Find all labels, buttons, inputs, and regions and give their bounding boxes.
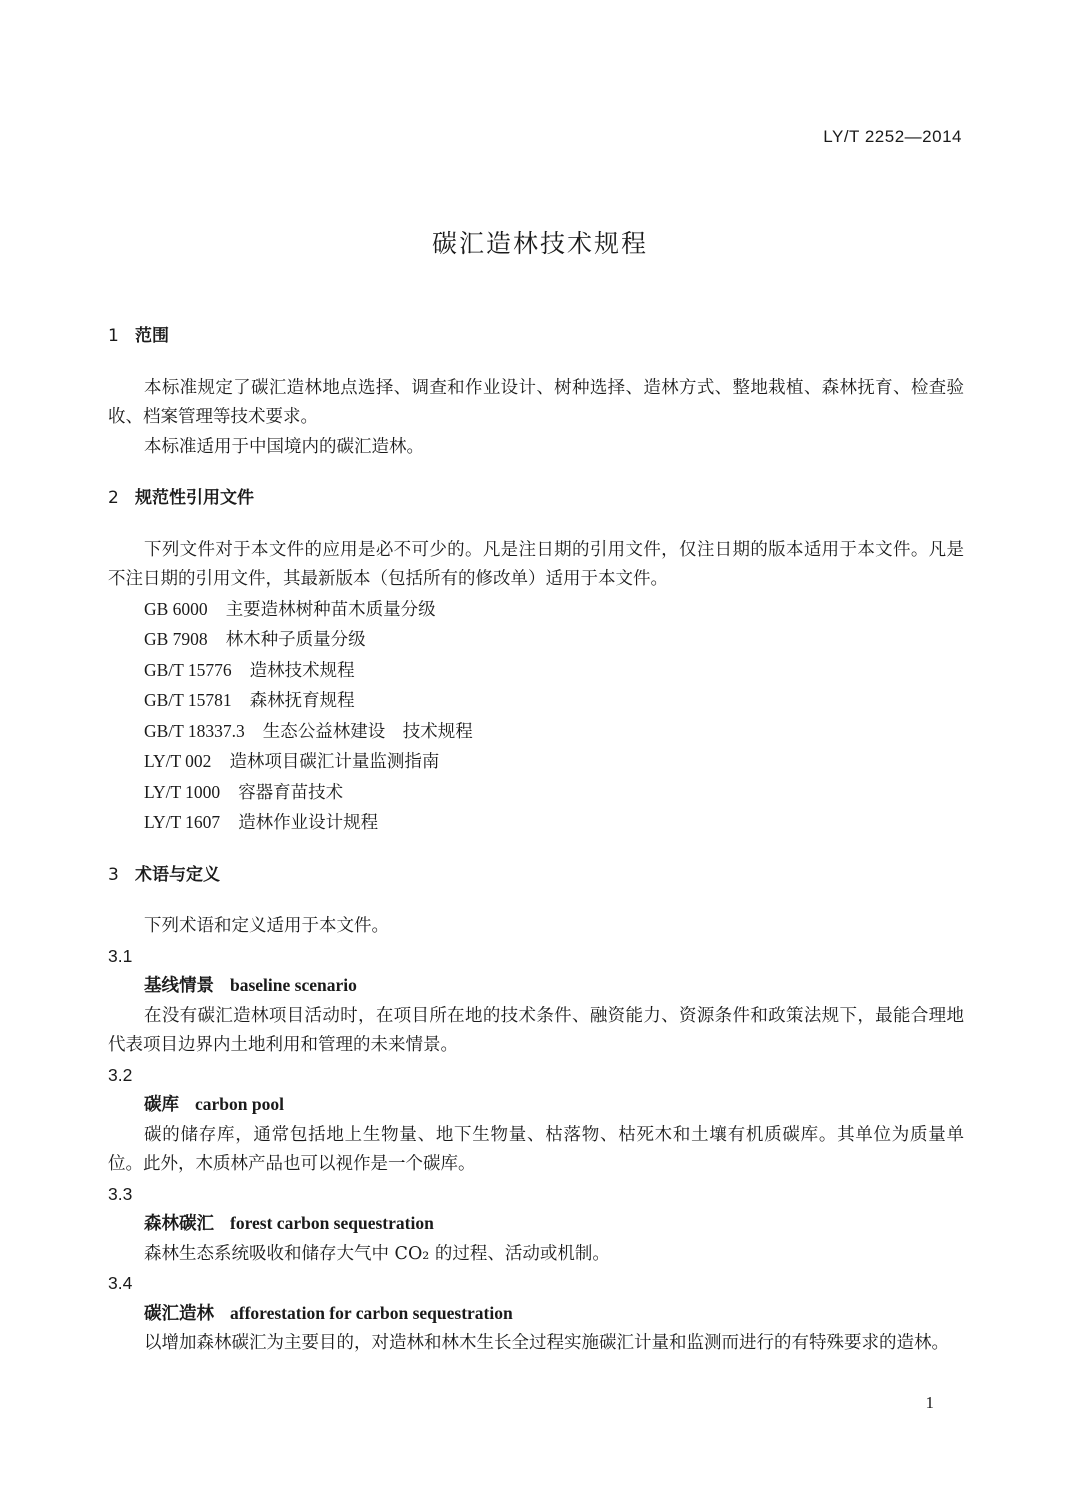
term-name-en: afforestation for carbon sequestration: [230, 1302, 513, 1323]
section-number: 1: [108, 326, 119, 346]
paragraph: 下列文件对于本文件的应用是必不可少的。凡是注日期的引用文件，仅注日期的版本适用于本文件。凡是不注日期的引用文件，其最新版本（包括所有的修改单）适用于本文件。: [108, 539, 964, 589]
reference-code: GB/T 15776: [144, 659, 232, 680]
term-name-zh: 基线情景: [144, 976, 214, 996]
term-name: [108, 1090, 964, 1121]
reference-item: [108, 625, 964, 656]
reference-code: LY/T 1607: [144, 812, 221, 832]
term-name-en: baseline scenario: [230, 975, 357, 995]
section-3-heading: [108, 861, 964, 891]
reference-item: [108, 595, 964, 626]
term-number: 3.1: [108, 945, 133, 966]
section-1-heading: [108, 322, 964, 352]
reference-title: 森林抚育规程: [249, 691, 355, 711]
reference-title: 林木种子质量分级: [225, 630, 366, 650]
reference-title: 造林项目碳汇计量监测指南: [229, 752, 440, 772]
paragraph: 本标准适用于中国境内的碳汇造林。: [144, 436, 424, 457]
reference-title: 容器育苗技术: [238, 782, 344, 803]
term-name: [108, 1299, 964, 1330]
reference-title: 主要造林树种苗木质量分级: [225, 599, 436, 620]
term-name-zh: 碳汇造林: [144, 1303, 214, 1324]
term-definition: 森林生态系统吸收和储存大气中 CO₂ 的过程、活动或机制。: [144, 1243, 610, 1264]
section-number: 3: [108, 864, 119, 885]
paragraph: 本标准规定了碳汇造林地点选择、调查和作业设计、树种选择、造林方式、整地栽植、森林抚育、检查验收、档案管理等技术要求。: [108, 377, 964, 427]
term-number: 3.2: [108, 1064, 133, 1085]
reference-code: GB/T 15781: [144, 690, 232, 710]
term-name-zh: 森林碳汇: [144, 1214, 214, 1234]
document-title: 碳汇造林技术规程: [431, 229, 648, 258]
term-definition: 碳的储存库，通常包括地上生物量、地下生物量、枯落物、枯死木和土壤有机质碳库。其单位为质量单位。此外，木质林产品也可以视作是一个碳库。: [108, 1124, 964, 1174]
reference-title: 造林技术规程: [249, 660, 355, 681]
reference-title: 生态公益林建设 技术规程: [262, 721, 473, 742]
term-definition: 以增加森林碳汇为主要目的，对造林和林木生长全过程实施碳汇计量和监测而进行的有特殊要求的造林。: [144, 1333, 949, 1353]
page-number: 1: [925, 1393, 934, 1412]
term-number: 3.3: [108, 1183, 133, 1204]
section-title: 范围: [135, 326, 169, 346]
paragraph: 下列术语和定义适用于本文件。: [144, 916, 389, 936]
reference-item: [108, 778, 964, 809]
term-name: [108, 1209, 964, 1240]
section-number: 2: [108, 488, 119, 508]
reference-item: [108, 747, 964, 778]
reference-code: GB/T 18337.3: [144, 720, 245, 741]
term-name-zh: 碳库: [144, 1095, 179, 1115]
reference-code: GB 6000: [144, 598, 208, 619]
reference-code: LY/T 002: [144, 751, 212, 771]
reference-title: 造林作业设计规程: [238, 813, 379, 833]
reference-item: [108, 808, 964, 839]
standard-code: LY/T 2252—2014: [823, 127, 962, 146]
term-name-en: carbon pool: [195, 1094, 284, 1114]
reference-code: GB 7908: [144, 629, 208, 649]
reference-item: [108, 717, 964, 748]
reference-code: LY/T 1000: [144, 781, 221, 802]
document-body: [108, 322, 964, 1359]
term-number: 3.4: [108, 1273, 133, 1293]
term-definition: 在没有碳汇造林项目活动时，在项目所在地的技术条件、融资能力、资源条件和政策法规下，最能合理地代表项目边界内土地利用和管理的未来情景。: [108, 1005, 964, 1055]
term-name-en: forest carbon sequestration: [230, 1213, 434, 1233]
reference-item: [108, 686, 964, 717]
section-title: 规范性引用文件: [135, 488, 254, 508]
reference-item: [108, 656, 964, 687]
section-title: 术语与定义: [135, 864, 220, 885]
term-name: [108, 971, 964, 1002]
section-2-heading: [108, 484, 964, 514]
